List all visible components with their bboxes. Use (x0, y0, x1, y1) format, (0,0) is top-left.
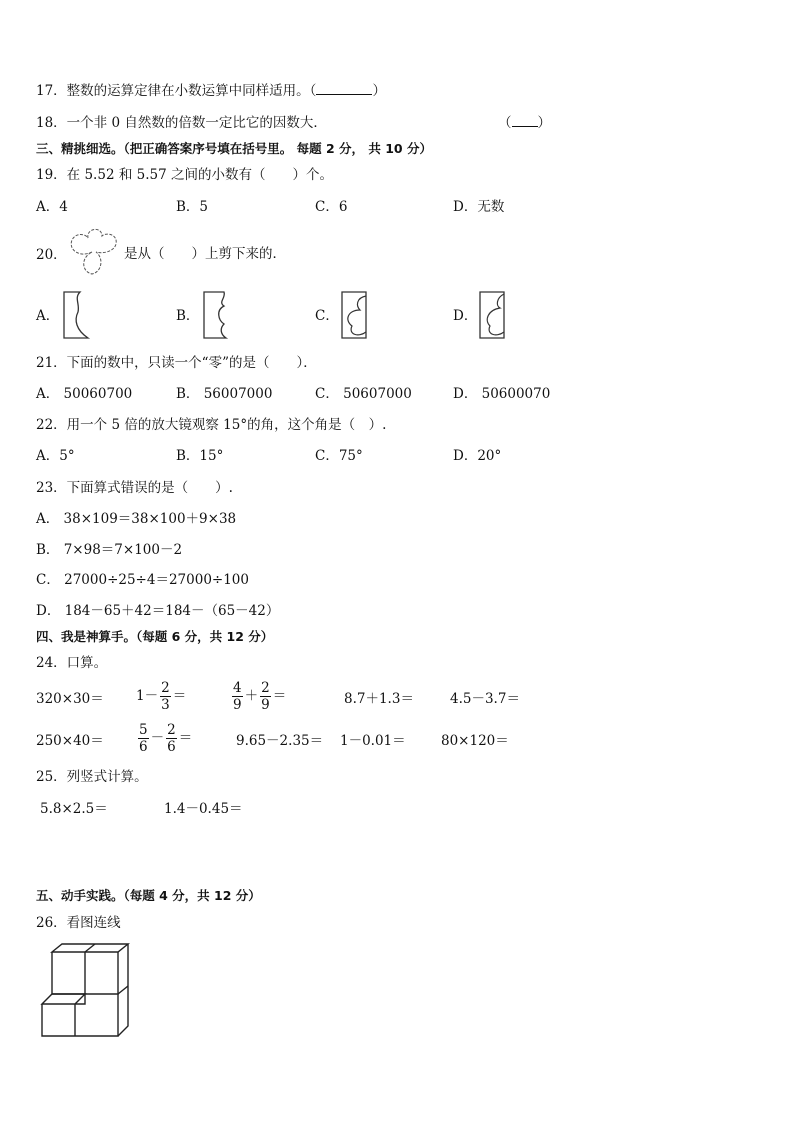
numerator: 5 (139, 722, 148, 738)
fraction (260, 681, 271, 712)
calc-24-r2-a: 250×40＝ (36, 733, 104, 749)
fraction (160, 681, 171, 712)
question-21-text: 21．下面的数中，只读一个“零”的是（ ）． (36, 355, 317, 371)
calc-24-r1-e: 4.5－3.7＝ (450, 691, 520, 707)
option-23-c: C． 27000÷25÷4＝27000÷100 (36, 572, 249, 588)
option-19-b: B．5 (176, 199, 209, 215)
option-20-c-shape (340, 290, 370, 340)
equals: ＝ (172, 687, 187, 704)
question-20-number: 20． (36, 247, 67, 263)
option-21-a: A． 50060700 (36, 386, 133, 402)
question-17-close: ） (372, 83, 386, 99)
denominator: 6 (167, 739, 176, 756)
numerator: 2 (161, 680, 170, 696)
fraction (232, 681, 243, 712)
calc-24-r2-e: 80×120＝ (441, 733, 509, 749)
numerator: 4 (233, 680, 242, 696)
option-20-d: D． (453, 308, 478, 324)
option-19-d: D．无数 (453, 199, 505, 215)
answer-18 (498, 117, 551, 131)
denominator: 9 (261, 697, 270, 714)
calc-24-r2-c: 9.65－2.35＝ (236, 733, 324, 749)
section-3-heading: 三、精挑细选。（把正确答案序号填在括号里。 每题 2 分， 共 10 分） (36, 141, 432, 156)
calc-24-r1-b (136, 681, 186, 712)
option-20-b: B． (176, 308, 200, 324)
answer-blank-17[interactable] (316, 94, 372, 95)
option-22-d: D．20° (453, 448, 502, 464)
calc-24-r1-c (230, 681, 286, 712)
section-5-heading: 五、动手实践。（每题 4 分，共 12 分） (36, 888, 261, 903)
option-22-b: B．15° (176, 448, 224, 464)
option-21-b: B． 56007000 (176, 386, 273, 402)
denominator: 3 (161, 697, 170, 714)
operator: ＋ (244, 687, 259, 704)
option-21-c: C． 50607000 (315, 386, 412, 402)
question-26-text: 26．看图连线 (36, 915, 121, 931)
operator: － (150, 729, 165, 746)
question-23-text: 23．下面算式错误的是（ ）. (36, 480, 233, 496)
question-17-text: 17．整数的运算定律在小数运算中同样适用。（ (36, 83, 317, 99)
fraction (166, 723, 177, 754)
denominator: 6 (139, 739, 148, 756)
clover-shape-icon (66, 226, 122, 278)
numerator: 2 (261, 680, 270, 696)
answer-blank-18[interactable] (512, 126, 538, 127)
option-22-a: A．5° (36, 448, 75, 464)
numerator: 2 (167, 722, 176, 738)
question-24-text: 24．口算。 (36, 655, 108, 671)
question-22-text: 22．用一个 5 倍的放大镜观察 15°的角，这个角是（ ）. (36, 417, 387, 433)
answer-18-open: （ (498, 115, 512, 131)
question-20-text: 是从（ ）上剪下来的． (124, 246, 286, 262)
calc-24-r1-b-pre: 1－ (136, 687, 159, 704)
denominator: 9 (233, 697, 242, 714)
cube-stack-figure (40, 942, 132, 1042)
option-19-a: A．4 (36, 199, 68, 215)
option-20-b-shape (202, 290, 232, 340)
option-20-d-shape (478, 290, 508, 340)
fraction (138, 723, 149, 754)
option-20-a: A． (36, 308, 60, 324)
equals: ＝ (272, 687, 287, 704)
option-23-d: D． 184－65＋42＝184－（65－42） (36, 603, 280, 619)
option-20-c: C． (315, 308, 339, 324)
question-17 (36, 85, 386, 99)
option-23-b: B． 7×98＝7×100－2 (36, 542, 183, 558)
equals: ＝ (178, 729, 193, 746)
answer-18-close: ） (537, 115, 551, 131)
option-23-a: A． 38×109＝38×100＋9×38 (36, 511, 237, 527)
calc-24-r2-b (136, 723, 192, 754)
section-4-heading: 四、我是神算手。（每题 6 分，共 12 分） (36, 629, 274, 644)
option-21-d: D． 50600070 (453, 386, 551, 402)
calc-25-b: 1.4－0.45＝ (164, 801, 243, 817)
question-19-text: 19．在 5.52 和 5.57 之间的小数有（ ）个。 (36, 167, 333, 183)
calc-25-a: 5.8×2.5＝ (40, 801, 108, 817)
option-22-c: C．75° (315, 448, 363, 464)
question-25-text: 25．列竖式计算。 (36, 769, 148, 785)
calc-24-r1-a: 320×30＝ (36, 691, 104, 707)
calc-24-r1-d: 8.7＋1.3＝ (344, 691, 414, 707)
option-20-a-shape (62, 290, 92, 340)
question-18-text: 18．一个非 0 自然数的倍数一定比它的因数大． (36, 115, 327, 131)
calc-24-r2-d: 1－0.01＝ (340, 733, 406, 749)
option-19-c: C．6 (315, 199, 348, 215)
